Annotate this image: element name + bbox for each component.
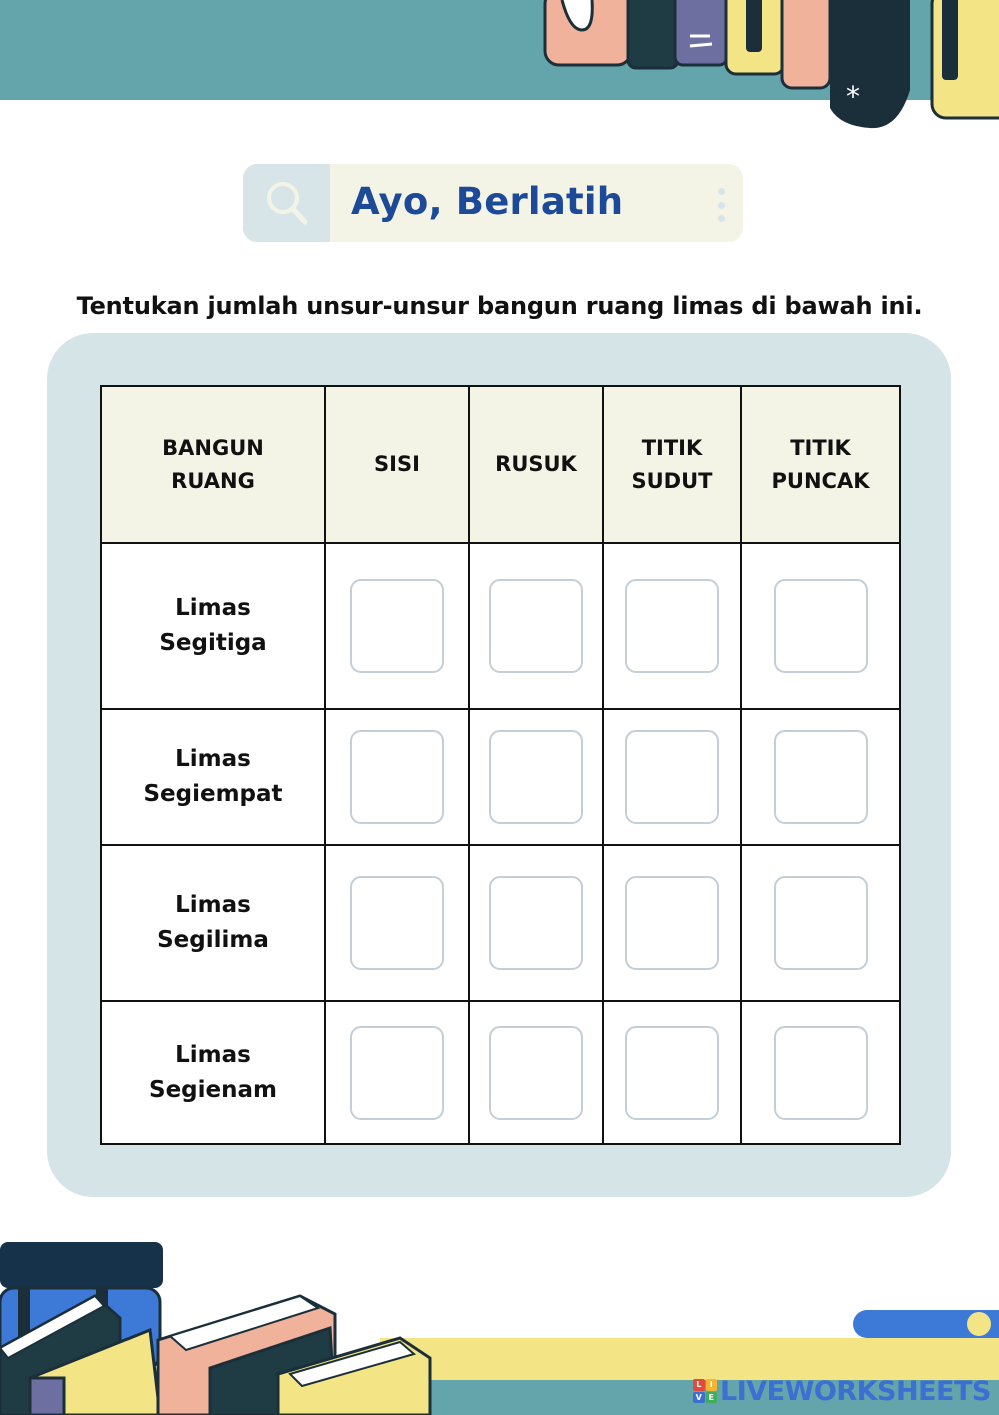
answer-box-segiempat-titik-puncak[interactable] (774, 730, 868, 824)
answer-box-segienam-titik-sudut[interactable] (625, 1026, 719, 1120)
table-row (101, 1001, 900, 1144)
liveworksheets-logo-icon: L I V E (693, 1379, 717, 1403)
answer-box-segilima-rusuk[interactable] (489, 876, 583, 970)
answer-box-segiempat-titik-sudut[interactable] (625, 730, 719, 824)
row-label-limas-segitiga: Limas Segitiga (101, 543, 325, 709)
header-rusuk: RUSUK (469, 386, 603, 543)
answer-box-segitiga-sisi[interactable] (350, 579, 444, 673)
answer-box-segitiga-titik-puncak[interactable] (774, 579, 868, 673)
row-label-limas-segilima: Limas Segilima (101, 845, 325, 1001)
table-row (101, 543, 900, 709)
answer-box-segitiga-rusuk[interactable] (489, 579, 583, 673)
answer-box-segilima-titik-puncak[interactable] (774, 876, 868, 970)
kebab-menu-icon (717, 188, 725, 222)
instruction-text: Tentukan jumlah unsur-unsur bangun ruang limas di bawah ini. (76, 292, 923, 320)
liveworksheets-logo (693, 1374, 991, 1408)
answer-box-segiempat-rusuk[interactable] (489, 730, 583, 824)
table-header-row (101, 386, 900, 543)
answer-box-segienam-rusuk[interactable] (489, 1026, 583, 1120)
search-icon (243, 164, 330, 242)
answer-box-segitiga-titik-sudut[interactable] (625, 579, 719, 673)
page-title: Ayo, Berlatih (351, 180, 624, 223)
answer-table (100, 385, 901, 1145)
svg-text:*: * (846, 80, 860, 113)
row-label-limas-segienam: Limas Segienam (101, 1001, 325, 1144)
table-row (101, 845, 900, 1001)
header-sisi: SISI (325, 386, 469, 543)
row-label-limas-segiempat: Limas Segiempat (101, 709, 325, 845)
answer-box-segienam-titik-puncak[interactable] (774, 1026, 868, 1120)
brand-name: LIVEWORKSHEETS (720, 1375, 991, 1407)
table-row (101, 709, 900, 845)
answer-box-segilima-sisi[interactable] (350, 876, 444, 970)
header-titik-puncak: TITIK PUNCAK (741, 386, 900, 543)
decorative-pill (853, 1310, 999, 1338)
answer-box-segilima-titik-sudut[interactable] (625, 876, 719, 970)
books-illustration-top (540, 0, 999, 130)
header-bangun-ruang: BANGUN RUANG (101, 386, 325, 543)
header-titik-sudut: TITIK SUDUT (603, 386, 741, 543)
title-search-bar (243, 164, 743, 242)
answer-box-segienam-sisi[interactable] (350, 1026, 444, 1120)
answer-box-segiempat-sisi[interactable] (350, 730, 444, 824)
